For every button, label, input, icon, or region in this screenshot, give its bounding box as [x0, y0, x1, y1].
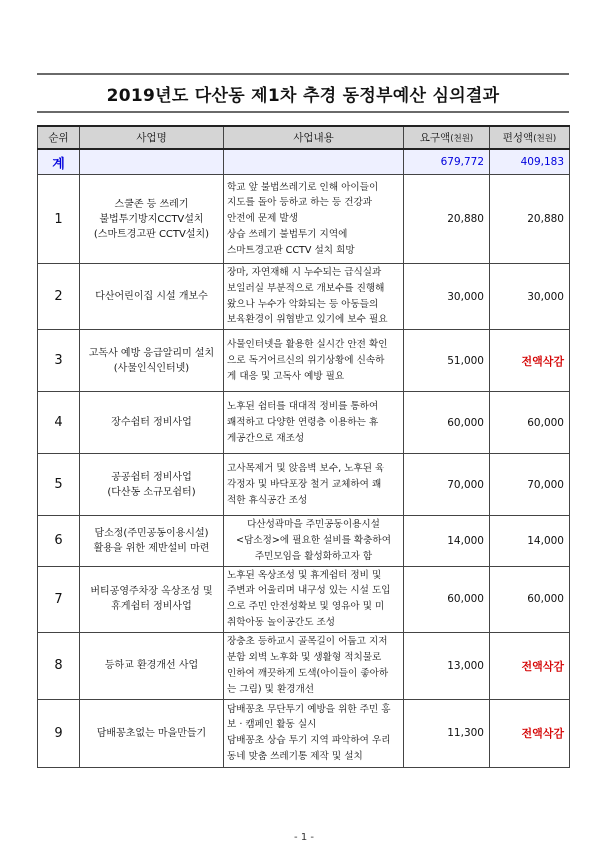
row-approved-amount [490, 632, 570, 699]
title-box [37, 73, 569, 113]
project-content-line: 분함 외벽 노후화 및 생활형 적치물로 [227, 651, 382, 663]
row-number: 2 [38, 264, 80, 330]
project-content-line: 적한 휴식공간 조성 [227, 494, 308, 506]
project-name-line: 휴게쉼터 정비사업 [111, 601, 192, 613]
row-request-amount: 70,000 [404, 454, 490, 516]
header-row [38, 126, 570, 149]
row-approved-amount: 30,000 [490, 264, 570, 330]
row-number: 5 [38, 454, 80, 516]
row-project-content [224, 175, 404, 264]
row-approved-amount: 20,880 [490, 175, 570, 264]
row-project-name [80, 566, 224, 632]
row-project-content [224, 454, 404, 516]
table-row [38, 392, 570, 454]
row-approved-amount: 14,000 [490, 516, 570, 566]
project-content-line: 보일러실 부분적으로 개보수를 진행해 [227, 282, 385, 294]
total-approved: 409,183 [490, 149, 570, 175]
project-content-line: 노후된 쉼터를 대대적 정비를 통하여 [227, 400, 379, 412]
row-number: 8 [38, 632, 80, 699]
project-name-line: 등하교 환경개선 사업 [104, 660, 199, 672]
row-request-amount: 14,000 [404, 516, 490, 566]
project-content-line: 학교 앞 불법쓰레기로 인해 아이들이 [227, 181, 379, 193]
project-name-line: (사물인식인터넷) [113, 362, 190, 374]
full-cut-label: 전액삭감 [521, 354, 564, 368]
project-content-line: 왔으나 누수가 악화되는 등 아동들의 [227, 298, 379, 310]
row-project-content [224, 699, 404, 767]
row-number: 7 [38, 566, 80, 632]
project-content-line: 동네 맞춤 쓰레기통 제작 및 설치 [227, 751, 363, 763]
total-row [38, 149, 570, 175]
project-content-line: 스마트경고판 CCTV 설치 희망 [227, 244, 355, 256]
row-request-amount: 11,300 [404, 699, 490, 767]
page-title: 2019년도 다산동 제1차 추경 동정부예산 심의결과 [106, 85, 500, 106]
row-number: 4 [38, 392, 80, 454]
header-name: 사업명 [80, 126, 224, 149]
project-content-line: <담소정>에 필요한 설비를 확충하여 [236, 534, 391, 546]
project-name-line: 불법투기방지CCTV설치 [99, 213, 204, 225]
row-approved-amount [490, 699, 570, 767]
project-content-line: 다산성곽마을 주민공동이용시설 [247, 519, 380, 531]
header-approved-label: 편성액 [502, 132, 534, 144]
project-content-line: 사물인터넷을 활용한 실시간 안전 확인 [227, 338, 388, 350]
project-name-line: 담배꽁초없는 마을만들기 [96, 727, 207, 739]
row-approved-amount: 60,000 [490, 392, 570, 454]
project-content-line: 담배꽁초 무단투기 예방을 위한 주민 홍 [227, 703, 391, 715]
table-row [38, 699, 570, 767]
project-content-line: 장충초 등하교시 골목길이 어둡고 지저 [227, 636, 388, 648]
row-number: 1 [38, 175, 80, 264]
header-approved [490, 126, 570, 149]
row-project-name [80, 699, 224, 767]
row-project-name [80, 516, 224, 566]
row-approved-amount [490, 330, 570, 392]
budget-table [37, 125, 570, 768]
project-content-line: 쾌적하고 다양한 연령층 이용하는 휴 [227, 416, 379, 428]
project-content-line: 게공간으로 재조성 [227, 432, 305, 444]
row-request-amount: 51,000 [404, 330, 490, 392]
total-label: 계 [38, 149, 80, 175]
table-row [38, 566, 570, 632]
project-content-line: 각정자 및 바닥포장 철거 교체하여 쾌 [227, 478, 382, 490]
row-request-amount: 30,000 [404, 264, 490, 330]
project-name-line: (스마트경고판 CCTV설치) [93, 228, 210, 240]
project-name-line: 공공쉼터 정비사업 [111, 471, 192, 483]
project-content-line: 고사목제거 및 앉음벽 보수, 노후된 육 [227, 462, 385, 474]
project-content-line: 안전에 문제 발생 [227, 213, 298, 225]
header-request-unit: (천원) [450, 134, 474, 144]
table-row [38, 175, 570, 264]
project-content-line: 지도를 돌아 등하교 하는 등 건강과 [227, 197, 372, 209]
total-request: 679,772 [404, 149, 490, 175]
project-content-line: 장마, 자연재해 시 누수되는 급식실과 [227, 267, 382, 278]
row-project-content [224, 392, 404, 454]
header-request-label: 요구액 [419, 132, 451, 144]
full-cut-label: 전액삭감 [521, 727, 564, 741]
project-content-line: 취학아동 놀이공간도 조성 [227, 616, 336, 628]
row-number: 6 [38, 516, 80, 566]
header-request [404, 126, 490, 149]
table-row [38, 330, 570, 392]
table-row [38, 516, 570, 566]
row-project-name [80, 330, 224, 392]
project-content-line: 인하여 깨끗하게 도색(아이들이 좋아하 [227, 667, 389, 679]
project-content-line: 담배꽁초 상습 투기 지역 파악하여 우리 [227, 735, 391, 747]
project-content-line: 으로 독거어르신의 위기상황에 신속하 [227, 354, 385, 366]
table-row [38, 632, 570, 699]
row-number: 3 [38, 330, 80, 392]
row-request-amount: 20,880 [404, 175, 490, 264]
project-name-line: (다산동 소규모쉼터) [107, 486, 196, 498]
row-project-content [224, 264, 404, 330]
row-project-content [224, 632, 404, 699]
total-content-empty [224, 149, 404, 175]
project-name-line: 담소정(주민공동이용시설) [94, 527, 209, 539]
row-approved-amount: 60,000 [490, 566, 570, 632]
project-name-line: 버티공영주차장 옥상조성 및 [90, 586, 213, 598]
project-name-line: 고독사 예방 응급알리미 설치 [88, 347, 215, 359]
row-project-name [80, 264, 224, 330]
project-content-line: 노후된 옥상조성 및 휴게쉼터 정비 및 [227, 569, 382, 581]
row-request-amount: 60,000 [404, 566, 490, 632]
project-content-line: 으로 주민 안전성확보 및 영유아 및 미 [227, 601, 385, 613]
project-content-line: 보육환경이 위협받고 있기에 보수 필요 [227, 314, 388, 326]
row-project-name [80, 392, 224, 454]
project-name-line: 활용을 위한 제반설비 마련 [93, 542, 210, 554]
project-name-line: 스쿨존 등 쓰레기 [114, 198, 189, 210]
project-name-line: 다산어린이집 시설 개보수 [95, 291, 208, 303]
row-project-content [224, 516, 404, 566]
full-cut-label: 전액삭감 [521, 659, 564, 673]
row-request-amount: 13,000 [404, 632, 490, 699]
project-name-line: 장수쉼터 정비사업 [111, 417, 192, 429]
row-approved-amount: 70,000 [490, 454, 570, 516]
row-project-content [224, 330, 404, 392]
header-approved-unit: (천원) [533, 134, 557, 144]
project-content-line: 보 · 캠페인 활동 실시 [227, 719, 317, 731]
row-request-amount: 60,000 [404, 392, 490, 454]
row-project-content [224, 566, 404, 632]
row-project-name [80, 454, 224, 516]
row-project-name [80, 632, 224, 699]
row-number: 9 [38, 699, 80, 767]
project-content-line: 주변과 어울리며 내구성 있는 시설 도입 [227, 585, 391, 597]
project-content-line: 는 그림) 및 환경개선 [227, 683, 315, 695]
table-row [38, 454, 570, 516]
total-name-empty [80, 149, 224, 175]
project-content-line: 상습 쓰레기 불법투기 지역에 [227, 228, 348, 240]
table-row [38, 264, 570, 330]
project-content-line: 주민모임을 활성화하고자 함 [254, 550, 373, 562]
row-project-name [80, 175, 224, 264]
page-number: - 1 - [294, 832, 314, 843]
project-content-line: 게 대응 및 고독사 예방 필요 [227, 370, 345, 382]
header-no: 순위 [38, 126, 80, 149]
header-content: 사업내용 [224, 126, 404, 149]
